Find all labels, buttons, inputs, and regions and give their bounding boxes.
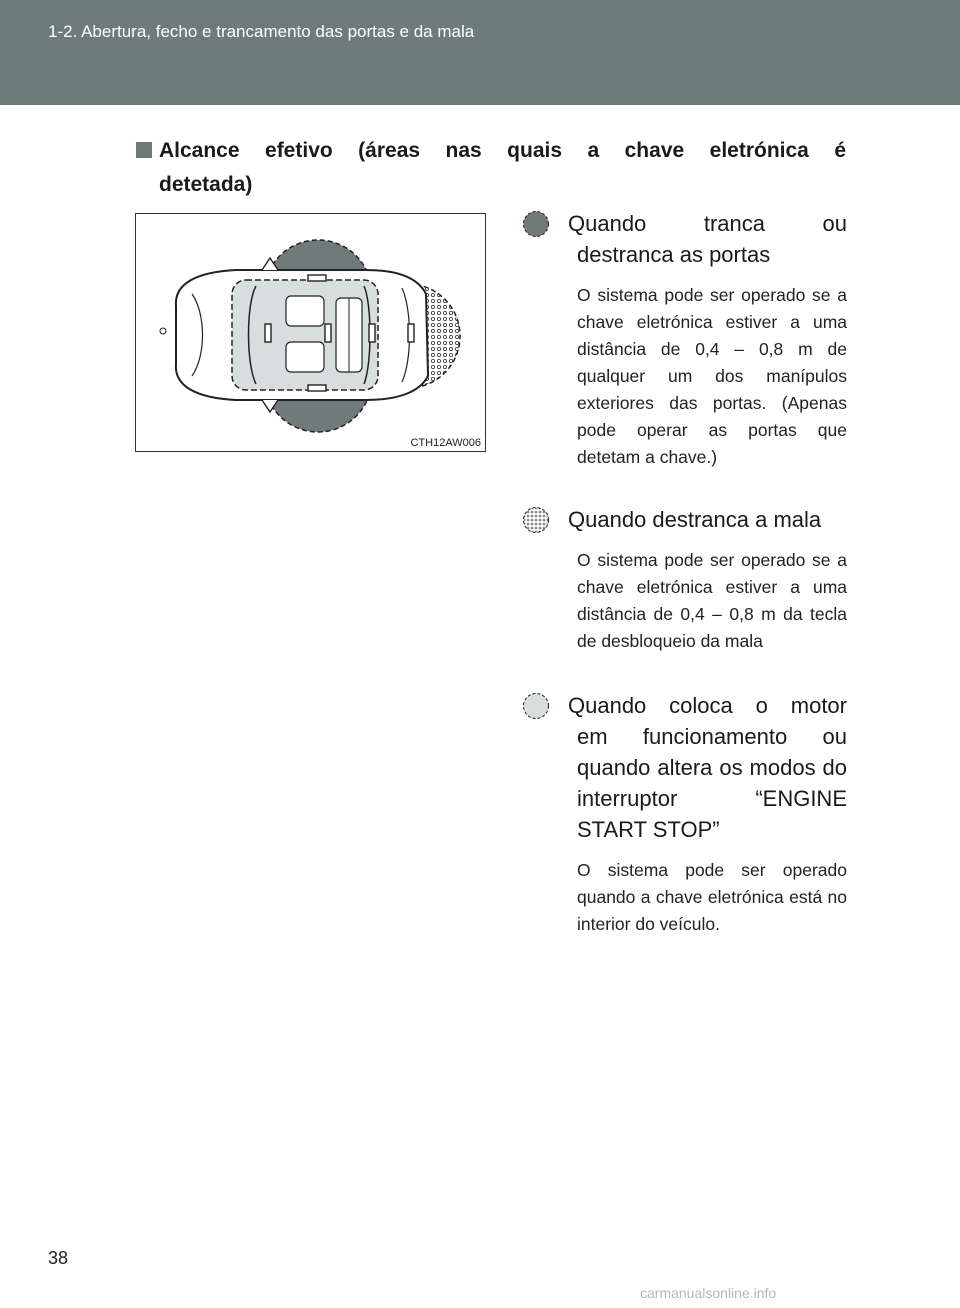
range-item-description: O sistema pode ser operado se a chave eletrónica estiver a uma distância de 0,4 – 0,8 m de qualquer um dos manípulos exteriores das portas. (Apenas pode operar as portas que detetam a chave.) [577,285,847,467]
dotted-circle-icon [522,506,550,534]
range-item-title: Quando tranca ou destranca as portas [568,211,847,267]
range-item-title: Quando destranca a mala [568,507,822,532]
section-heading-line2: detetada) [159,173,253,196]
range-item-title: Quando coloca o motor em funcionamento ou quando altera os modos do interruptor “ENGINE START STOP” [568,693,847,842]
light-dashed-circle-icon [522,692,550,720]
section-heading [136,134,846,202]
range-item-engine [522,690,847,938]
range-item-description: O sistema pode ser operado quando a chave eletrónica está no interior do veículo. [577,860,847,934]
page-header [0,0,960,105]
section-heading-line1: Alcance efetivo (áreas nas quais a chave eletrónica é [159,139,846,162]
car-detection-range-figure [135,213,486,452]
figure-code: CTH12AW006 [410,437,481,449]
page-number: 38 [48,1248,69,1268]
dark-filled-circle-icon [522,210,550,238]
car-top-view-illustration [136,214,484,450]
range-item-trunk [522,504,847,655]
range-item-description: O sistema pode ser operado se a chave eletrónica estiver a uma distância de 0,4 – 0,8 m da tecla de desbloqueio da mala [577,550,847,651]
header-title: 1-2. Abertura, fecho e trancamento das portas e da mala [48,22,475,41]
square-bullet-icon [136,142,152,158]
range-item-doors [522,208,847,471]
watermark: carmanualsonline.info [640,1285,777,1301]
